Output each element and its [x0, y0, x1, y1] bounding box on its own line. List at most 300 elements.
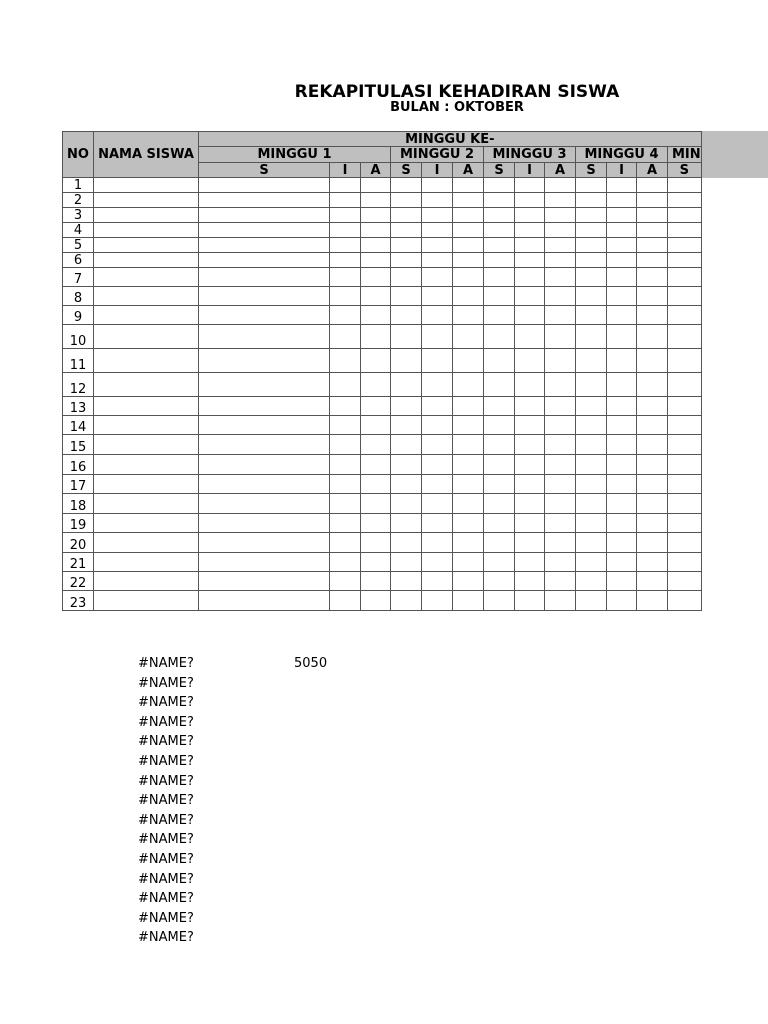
attendance-cell[interactable] — [422, 287, 453, 306]
attendance-cell[interactable] — [515, 373, 545, 397]
attendance-cell[interactable] — [484, 553, 515, 572]
attendance-cell[interactable] — [484, 435, 515, 455]
student-name-cell[interactable] — [94, 306, 199, 325]
attendance-cell[interactable] — [361, 178, 391, 193]
attendance-cell[interactable] — [607, 475, 637, 494]
attendance-cell[interactable] — [391, 268, 422, 287]
student-name-cell[interactable] — [94, 268, 199, 287]
attendance-cell[interactable] — [607, 416, 637, 435]
attendance-cell[interactable] — [330, 193, 361, 208]
attendance-cell[interactable] — [668, 325, 702, 349]
attendance-cell[interactable] — [607, 178, 637, 193]
attendance-cell[interactable] — [422, 223, 453, 238]
attendance-cell[interactable] — [607, 268, 637, 287]
name-error-cell[interactable]: #NAME? — [138, 832, 194, 848]
attendance-cell[interactable] — [453, 514, 484, 533]
attendance-cell[interactable] — [545, 455, 576, 475]
attendance-cell[interactable] — [637, 306, 668, 325]
attendance-cell[interactable] — [668, 238, 702, 253]
attendance-cell[interactable] — [391, 208, 422, 223]
code-w1-a[interactable]: A — [361, 163, 391, 178]
attendance-cell[interactable] — [422, 178, 453, 193]
attendance-cell[interactable] — [361, 435, 391, 455]
attendance-cell[interactable] — [422, 208, 453, 223]
attendance-cell[interactable] — [330, 533, 361, 553]
attendance-cell[interactable] — [391, 553, 422, 572]
attendance-cell[interactable] — [199, 178, 330, 193]
attendance-cell[interactable] — [484, 325, 515, 349]
attendance-cell[interactable] — [515, 416, 545, 435]
attendance-cell[interactable] — [199, 435, 330, 455]
attendance-cell[interactable] — [391, 514, 422, 533]
attendance-cell[interactable] — [607, 591, 637, 611]
attendance-cell[interactable] — [361, 572, 391, 591]
header-week-4[interactable]: MINGGU 4 — [576, 147, 668, 163]
attendance-cell[interactable] — [515, 253, 545, 268]
attendance-cell[interactable] — [637, 416, 668, 435]
attendance-cell[interactable] — [422, 553, 453, 572]
attendance-cell[interactable] — [422, 253, 453, 268]
name-error-cell[interactable]: #NAME? — [138, 714, 194, 730]
attendance-cell[interactable] — [484, 349, 515, 373]
row-number-cell[interactable]: 10 — [63, 325, 94, 349]
attendance-cell[interactable] — [545, 475, 576, 494]
attendance-cell[interactable] — [515, 591, 545, 611]
attendance-cell[interactable] — [484, 416, 515, 435]
student-name-cell[interactable] — [94, 553, 199, 572]
attendance-cell[interactable] — [484, 223, 515, 238]
attendance-cell[interactable] — [391, 287, 422, 306]
attendance-cell[interactable] — [545, 208, 576, 223]
attendance-cell[interactable] — [361, 287, 391, 306]
attendance-cell[interactable] — [391, 435, 422, 455]
row-number-cell[interactable]: 19 — [63, 514, 94, 533]
attendance-cell[interactable] — [199, 223, 330, 238]
attendance-cell[interactable] — [391, 455, 422, 475]
attendance-cell[interactable] — [199, 475, 330, 494]
attendance-cell[interactable] — [637, 208, 668, 223]
attendance-cell[interactable] — [637, 268, 668, 287]
attendance-cell[interactable] — [607, 553, 637, 572]
attendance-cell[interactable] — [453, 253, 484, 268]
attendance-cell[interactable] — [545, 253, 576, 268]
attendance-cell[interactable] — [199, 349, 330, 373]
name-error-cell[interactable]: #NAME? — [138, 812, 194, 828]
attendance-cell[interactable] — [330, 373, 361, 397]
header-no[interactable]: NO — [63, 132, 94, 178]
attendance-cell[interactable] — [361, 494, 391, 514]
attendance-cell[interactable] — [607, 572, 637, 591]
attendance-cell[interactable] — [545, 178, 576, 193]
header-week-3[interactable]: MINGGU 3 — [484, 147, 576, 163]
attendance-cell[interactable] — [637, 533, 668, 553]
attendance-cell[interactable] — [199, 238, 330, 253]
row-number-cell[interactable]: 20 — [63, 533, 94, 553]
attendance-cell[interactable] — [391, 591, 422, 611]
name-error-cell[interactable]: #NAME? — [138, 891, 194, 907]
attendance-cell[interactable] — [545, 572, 576, 591]
attendance-cell[interactable] — [607, 325, 637, 349]
name-error-cell[interactable]: #NAME? — [138, 793, 194, 809]
attendance-cell[interactable] — [515, 306, 545, 325]
code-w1-s[interactable]: S — [199, 163, 330, 178]
attendance-cell[interactable] — [361, 514, 391, 533]
attendance-cell[interactable] — [422, 435, 453, 455]
attendance-cell[interactable] — [545, 306, 576, 325]
attendance-cell[interactable] — [668, 591, 702, 611]
attendance-cell[interactable] — [668, 223, 702, 238]
attendance-cell[interactable] — [607, 238, 637, 253]
attendance-cell[interactable] — [576, 238, 607, 253]
attendance-cell[interactable] — [484, 373, 515, 397]
attendance-cell[interactable] — [484, 397, 515, 416]
attendance-cell[interactable] — [576, 591, 607, 611]
attendance-cell[interactable] — [515, 455, 545, 475]
attendance-cell[interactable] — [576, 494, 607, 514]
attendance-cell[interactable] — [453, 455, 484, 475]
attendance-cell[interactable] — [361, 349, 391, 373]
attendance-cell[interactable] — [391, 253, 422, 268]
student-name-cell[interactable] — [94, 591, 199, 611]
attendance-cell[interactable] — [361, 306, 391, 325]
attendance-cell[interactable] — [607, 253, 637, 268]
attendance-cell[interactable] — [199, 572, 330, 591]
attendance-cell[interactable] — [668, 553, 702, 572]
attendance-cell[interactable] — [545, 193, 576, 208]
row-number-cell[interactable]: 8 — [63, 287, 94, 306]
attendance-cell[interactable] — [453, 287, 484, 306]
student-name-cell[interactable] — [94, 435, 199, 455]
attendance-cell[interactable] — [515, 533, 545, 553]
student-name-cell[interactable] — [94, 325, 199, 349]
student-name-cell[interactable] — [94, 193, 199, 208]
attendance-cell[interactable] — [453, 373, 484, 397]
attendance-cell[interactable] — [668, 514, 702, 533]
row-number-cell[interactable]: 13 — [63, 397, 94, 416]
attendance-cell[interactable] — [607, 455, 637, 475]
attendance-cell[interactable] — [391, 193, 422, 208]
row-number-cell[interactable]: 2 — [63, 193, 94, 208]
student-name-cell[interactable] — [94, 178, 199, 193]
attendance-cell[interactable] — [422, 238, 453, 253]
attendance-cell[interactable] — [484, 494, 515, 514]
attendance-cell[interactable] — [515, 553, 545, 572]
attendance-cell[interactable] — [199, 208, 330, 223]
attendance-cell[interactable] — [361, 416, 391, 435]
attendance-cell[interactable] — [330, 514, 361, 533]
code-w2-i[interactable]: I — [422, 163, 453, 178]
attendance-cell[interactable] — [576, 475, 607, 494]
attendance-cell[interactable] — [330, 416, 361, 435]
attendance-cell[interactable] — [668, 572, 702, 591]
attendance-cell[interactable] — [453, 223, 484, 238]
attendance-cell[interactable] — [576, 514, 607, 533]
attendance-cell[interactable] — [515, 475, 545, 494]
attendance-cell[interactable] — [422, 572, 453, 591]
attendance-cell[interactable] — [361, 553, 391, 572]
attendance-cell[interactable] — [453, 238, 484, 253]
row-number-cell[interactable]: 18 — [63, 494, 94, 514]
attendance-cell[interactable] — [422, 193, 453, 208]
attendance-cell[interactable] — [576, 416, 607, 435]
attendance-cell[interactable] — [515, 178, 545, 193]
attendance-cell[interactable] — [453, 306, 484, 325]
attendance-cell[interactable] — [668, 306, 702, 325]
attendance-cell[interactable] — [515, 435, 545, 455]
attendance-cell[interactable] — [515, 223, 545, 238]
attendance-cell[interactable] — [607, 533, 637, 553]
attendance-cell[interactable] — [515, 572, 545, 591]
attendance-cell[interactable] — [422, 416, 453, 435]
student-name-cell[interactable] — [94, 253, 199, 268]
student-name-cell[interactable] — [94, 494, 199, 514]
attendance-cell[interactable] — [391, 349, 422, 373]
attendance-cell[interactable] — [515, 268, 545, 287]
attendance-cell[interactable] — [515, 208, 545, 223]
attendance-cell[interactable] — [607, 223, 637, 238]
name-error-cell[interactable]: #NAME? — [138, 851, 194, 867]
attendance-cell[interactable] — [484, 455, 515, 475]
row-number-cell[interactable]: 22 — [63, 572, 94, 591]
attendance-cell[interactable] — [330, 253, 361, 268]
attendance-cell[interactable] — [545, 397, 576, 416]
attendance-cell[interactable] — [391, 223, 422, 238]
attendance-cell[interactable] — [199, 455, 330, 475]
attendance-cell[interactable] — [453, 494, 484, 514]
attendance-cell[interactable] — [545, 435, 576, 455]
row-number-cell[interactable]: 9 — [63, 306, 94, 325]
code-w1-i[interactable]: I — [330, 163, 361, 178]
attendance-cell[interactable] — [545, 349, 576, 373]
attendance-cell[interactable] — [576, 178, 607, 193]
row-number-cell[interactable]: 12 — [63, 373, 94, 397]
attendance-cell[interactable] — [576, 553, 607, 572]
attendance-cell[interactable] — [330, 435, 361, 455]
attendance-cell[interactable] — [391, 325, 422, 349]
attendance-cell[interactable] — [576, 349, 607, 373]
attendance-cell[interactable] — [330, 397, 361, 416]
attendance-cell[interactable] — [484, 533, 515, 553]
attendance-cell[interactable] — [545, 223, 576, 238]
attendance-cell[interactable] — [199, 325, 330, 349]
attendance-cell[interactable] — [668, 268, 702, 287]
row-number-cell[interactable]: 4 — [63, 223, 94, 238]
attendance-cell[interactable] — [545, 325, 576, 349]
attendance-cell[interactable] — [576, 193, 607, 208]
attendance-cell[interactable] — [330, 475, 361, 494]
attendance-cell[interactable] — [422, 373, 453, 397]
attendance-cell[interactable] — [422, 397, 453, 416]
attendance-cell[interactable] — [637, 193, 668, 208]
attendance-cell[interactable] — [515, 193, 545, 208]
row-number-cell[interactable]: 21 — [63, 553, 94, 572]
attendance-cell[interactable] — [391, 238, 422, 253]
attendance-cell[interactable] — [545, 591, 576, 611]
attendance-cell[interactable] — [545, 514, 576, 533]
attendance-cell[interactable] — [484, 287, 515, 306]
attendance-cell[interactable] — [199, 373, 330, 397]
attendance-cell[interactable] — [330, 494, 361, 514]
name-error-cell[interactable]: #NAME? — [138, 773, 194, 789]
row-number-cell[interactable]: 14 — [63, 416, 94, 435]
attendance-cell[interactable] — [607, 435, 637, 455]
attendance-cell[interactable] — [637, 591, 668, 611]
attendance-cell[interactable] — [330, 325, 361, 349]
header-minggu-ke[interactable]: MINGGU KE- — [199, 132, 702, 147]
attendance-cell[interactable] — [515, 494, 545, 514]
attendance-cell[interactable] — [330, 287, 361, 306]
attendance-cell[interactable] — [484, 591, 515, 611]
attendance-cell[interactable] — [576, 223, 607, 238]
attendance-cell[interactable] — [422, 514, 453, 533]
row-number-cell[interactable]: 5 — [63, 238, 94, 253]
attendance-cell[interactable] — [453, 178, 484, 193]
attendance-cell[interactable] — [545, 268, 576, 287]
student-name-cell[interactable] — [94, 223, 199, 238]
name-error-cell[interactable]: #NAME? — [138, 695, 194, 711]
attendance-cell[interactable] — [422, 455, 453, 475]
header-week-5[interactable]: MIN — [668, 147, 702, 163]
attendance-cell[interactable] — [607, 306, 637, 325]
attendance-cell[interactable] — [361, 223, 391, 238]
attendance-cell[interactable] — [453, 349, 484, 373]
attendance-cell[interactable] — [391, 475, 422, 494]
attendance-cell[interactable] — [453, 475, 484, 494]
attendance-cell[interactable] — [515, 514, 545, 533]
student-name-cell[interactable] — [94, 397, 199, 416]
attendance-cell[interactable] — [576, 268, 607, 287]
attendance-cell[interactable] — [199, 514, 330, 533]
attendance-cell[interactable] — [576, 572, 607, 591]
name-error-cell[interactable]: #NAME? — [138, 734, 194, 750]
name-error-cell[interactable]: #NAME? — [138, 871, 194, 887]
row-number-cell[interactable]: 15 — [63, 435, 94, 455]
attendance-cell[interactable] — [545, 373, 576, 397]
attendance-cell[interactable] — [607, 514, 637, 533]
attendance-cell[interactable] — [330, 223, 361, 238]
attendance-cell[interactable] — [453, 268, 484, 287]
attendance-cell[interactable] — [637, 223, 668, 238]
attendance-cell[interactable] — [515, 349, 545, 373]
attendance-cell[interactable] — [637, 349, 668, 373]
attendance-cell[interactable] — [545, 494, 576, 514]
attendance-cell[interactable] — [422, 306, 453, 325]
attendance-cell[interactable] — [607, 349, 637, 373]
code-w3-i[interactable]: I — [515, 163, 545, 178]
attendance-cell[interactable] — [668, 208, 702, 223]
attendance-cell[interactable] — [576, 253, 607, 268]
attendance-cell[interactable] — [545, 238, 576, 253]
attendance-cell[interactable] — [576, 435, 607, 455]
attendance-cell[interactable] — [453, 591, 484, 611]
attendance-cell[interactable] — [668, 494, 702, 514]
attendance-cell[interactable] — [361, 325, 391, 349]
attendance-cell[interactable] — [637, 178, 668, 193]
student-name-cell[interactable] — [94, 475, 199, 494]
attendance-cell[interactable] — [361, 475, 391, 494]
attendance-cell[interactable] — [361, 253, 391, 268]
attendance-cell[interactable] — [637, 514, 668, 533]
attendance-cell[interactable] — [668, 287, 702, 306]
attendance-cell[interactable] — [361, 397, 391, 416]
attendance-cell[interactable] — [453, 325, 484, 349]
attendance-cell[interactable] — [422, 591, 453, 611]
attendance-cell[interactable] — [576, 397, 607, 416]
attendance-cell[interactable] — [576, 325, 607, 349]
attendance-cell[interactable] — [422, 475, 453, 494]
attendance-cell[interactable] — [361, 268, 391, 287]
code-w5-s[interactable]: S — [668, 163, 702, 178]
attendance-cell[interactable] — [199, 553, 330, 572]
attendance-cell[interactable] — [453, 208, 484, 223]
attendance-cell[interactable] — [637, 572, 668, 591]
attendance-cell[interactable] — [637, 455, 668, 475]
attendance-cell[interactable] — [330, 553, 361, 572]
attendance-cell[interactable] — [668, 253, 702, 268]
attendance-cell[interactable] — [453, 533, 484, 553]
attendance-cell[interactable] — [484, 253, 515, 268]
attendance-cell[interactable] — [422, 349, 453, 373]
attendance-cell[interactable] — [607, 208, 637, 223]
attendance-cell[interactable] — [391, 397, 422, 416]
row-number-cell[interactable]: 23 — [63, 591, 94, 611]
attendance-cell[interactable] — [199, 268, 330, 287]
attendance-cell[interactable] — [330, 455, 361, 475]
code-w3-s[interactable]: S — [484, 163, 515, 178]
attendance-cell[interactable] — [361, 238, 391, 253]
attendance-cell[interactable] — [576, 287, 607, 306]
code-w2-a[interactable]: A — [453, 163, 484, 178]
attendance-cell[interactable] — [330, 268, 361, 287]
attendance-cell[interactable] — [391, 373, 422, 397]
attendance-cell[interactable] — [668, 416, 702, 435]
attendance-cell[interactable] — [515, 287, 545, 306]
attendance-cell[interactable] — [199, 306, 330, 325]
attendance-cell[interactable] — [637, 553, 668, 572]
attendance-cell[interactable] — [453, 572, 484, 591]
attendance-cell[interactable] — [637, 475, 668, 494]
attendance-cell[interactable] — [361, 591, 391, 611]
attendance-cell[interactable] — [330, 238, 361, 253]
attendance-cell[interactable] — [199, 416, 330, 435]
attendance-cell[interactable] — [668, 435, 702, 455]
attendance-cell[interactable] — [391, 533, 422, 553]
attendance-cell[interactable] — [484, 268, 515, 287]
attendance-cell[interactable] — [484, 572, 515, 591]
attendance-cell[interactable] — [576, 455, 607, 475]
attendance-cell[interactable] — [453, 435, 484, 455]
attendance-cell[interactable] — [637, 373, 668, 397]
attendance-cell[interactable] — [576, 208, 607, 223]
attendance-cell[interactable] — [391, 572, 422, 591]
attendance-cell[interactable] — [330, 572, 361, 591]
attendance-cell[interactable] — [607, 397, 637, 416]
attendance-cell[interactable] — [453, 193, 484, 208]
student-name-cell[interactable] — [94, 533, 199, 553]
attendance-cell[interactable] — [668, 178, 702, 193]
attendance-cell[interactable] — [391, 306, 422, 325]
row-number-cell[interactable]: 16 — [63, 455, 94, 475]
row-number-cell[interactable]: 11 — [63, 349, 94, 373]
attendance-cell[interactable] — [668, 475, 702, 494]
attendance-cell[interactable] — [484, 193, 515, 208]
student-name-cell[interactable] — [94, 373, 199, 397]
attendance-cell[interactable] — [668, 533, 702, 553]
attendance-cell[interactable] — [199, 533, 330, 553]
name-error-cell[interactable]: #NAME? — [138, 910, 194, 926]
student-name-cell[interactable] — [94, 238, 199, 253]
name-error-cell[interactable]: #NAME? — [138, 930, 194, 946]
